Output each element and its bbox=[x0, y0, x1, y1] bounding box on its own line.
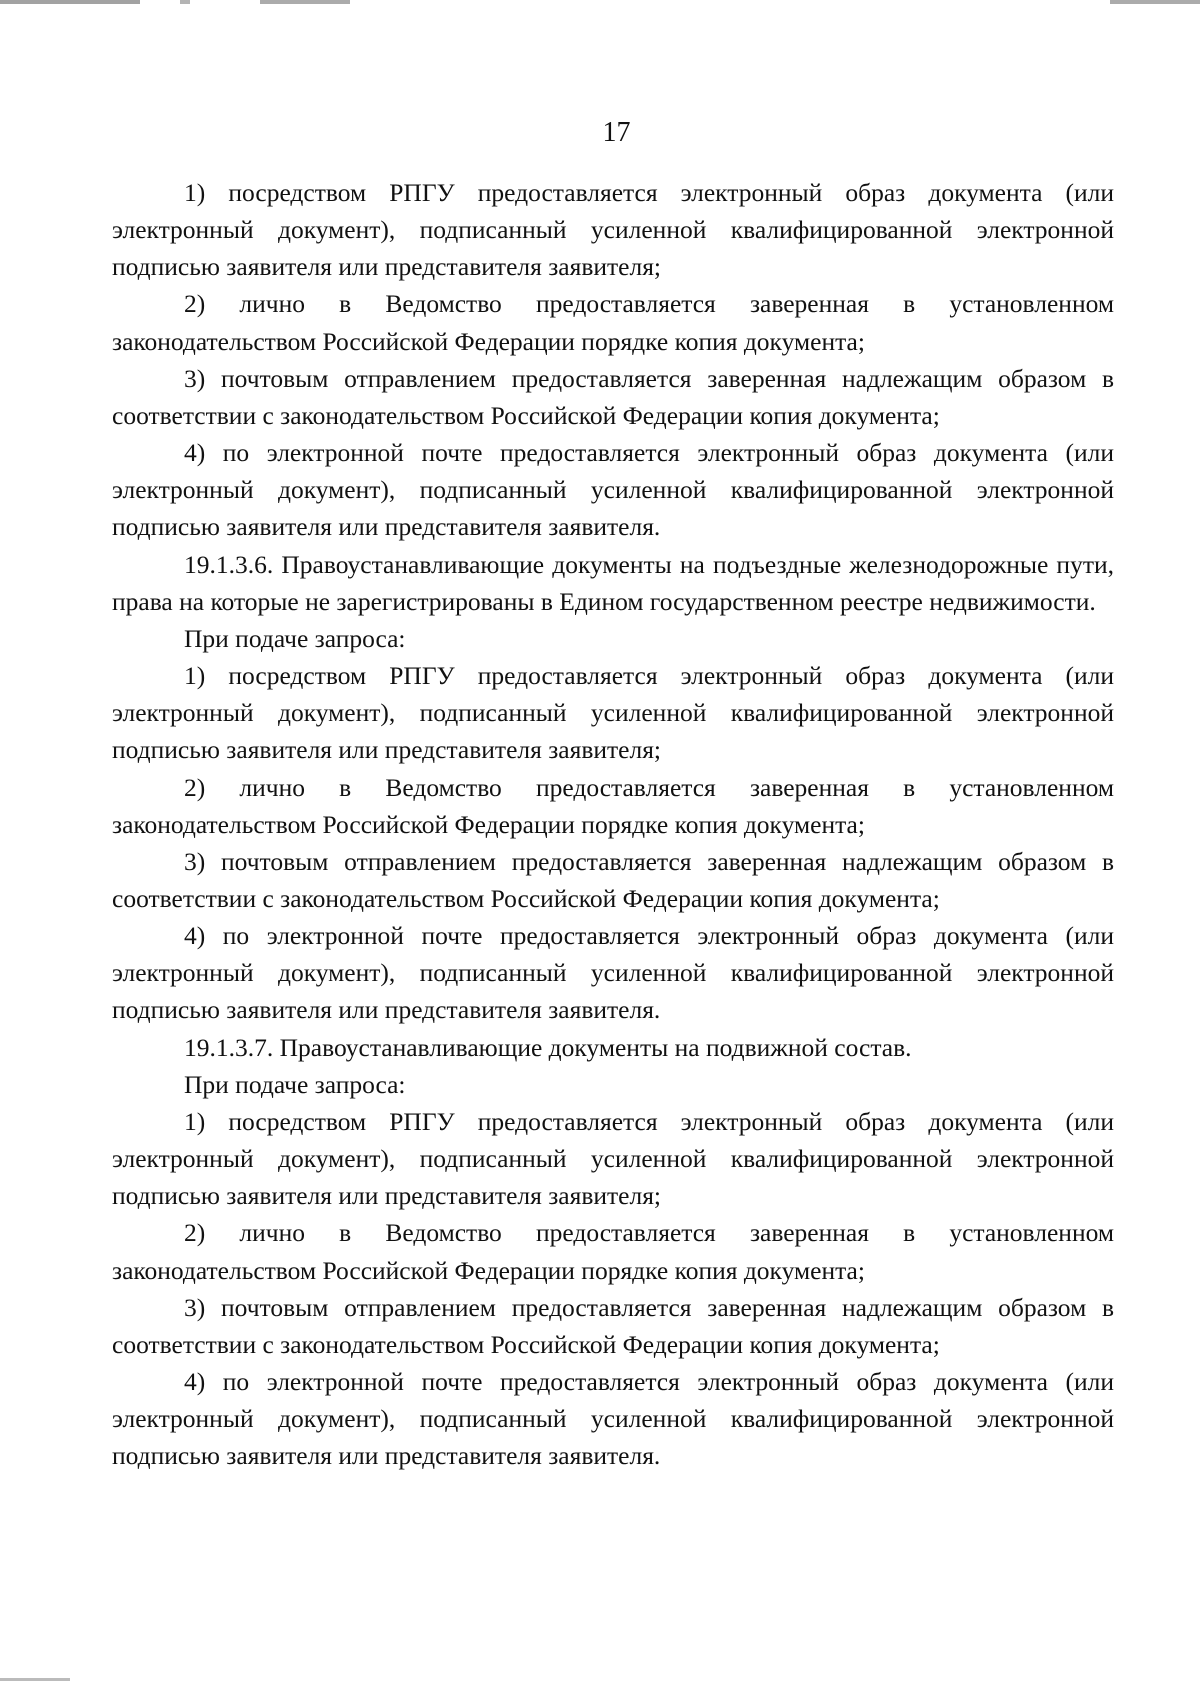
paragraph-15: 3) почтовым отправлением предоставляется заверенная надлежащим образом в соответствии с законодательством Российской Федерации копия документа; bbox=[112, 1292, 1114, 1359]
paragraph-14: 2) лично в Ведомство предоставляется заверенная в установленном законодательством Российской Федерации порядке копия документа; bbox=[112, 1218, 1114, 1285]
paragraph-11: 19.1.3.7. Правоустанавливающие документы на подвижной состав. bbox=[184, 1032, 912, 1062]
paragraph-16: 4) по электронной почте предоставляется электронный образ документа (или электронный документ), подписанный усиленной квалифицированной электронной подписью заявителя или представителя заявителя. bbox=[112, 1367, 1114, 1471]
paragraph-2: 2) лично в Ведомство предоставляется заверенная в установленном законодательством Российской Федерации порядке копия документа; bbox=[112, 289, 1114, 356]
paragraph-6: При подаче запроса: bbox=[184, 623, 406, 653]
paragraph-10: 4) по электронной почте предоставляется электронный образ документа (или электронный документ), подписанный усиленной квалифицированной электронной подписью заявителя или представителя заявителя. bbox=[112, 921, 1114, 1025]
paragraph-4: 4) по электронной почте предоставляется электронный образ документа (или электронный документ), подписанный усиленной квалифицированной электронной подписью заявителя или представителя заявителя. bbox=[112, 438, 1114, 542]
scan-edge-bottom-left bbox=[0, 1678, 70, 1681]
paragraph-9: 3) почтовым отправлением предоставляется заверенная надлежащим образом в соответствии с законодательством Российской Федерации копия документа; bbox=[112, 846, 1114, 913]
paragraph-8: 2) лично в Ведомство предоставляется заверенная в установленном законодательством Российской Федерации порядке копия документа; bbox=[112, 772, 1114, 839]
document-body bbox=[112, 174, 1114, 1474]
paragraph-3: 3) почтовым отправлением предоставляется заверенная надлежащим образом в соответствии с законодательством Российской Федерации копия документа; bbox=[112, 363, 1114, 430]
paragraph-7: 1) посредством РПГУ предоставляется электронный образ документа (или электронный документ), подписанный усиленной квалифицированной электронной подписью заявителя или представителя заявителя; bbox=[112, 661, 1114, 765]
page-number: 17 bbox=[602, 117, 631, 148]
paragraph-12: При подаче запроса: bbox=[184, 1069, 406, 1099]
paragraph-1: 1) посредством РПГУ предоставляется электронный образ документа (или электронный документ), подписанный усиленной квалифицированной электронной подписью заявителя или представителя заявителя; bbox=[112, 178, 1114, 282]
paragraph-5: 19.1.3.6. Правоустанавливающие документы на подъездные железнодорожные пути, права на которые не зарегистрированы в Едином государственном реестре недвижимости. bbox=[112, 549, 1114, 616]
paragraph-13: 1) посредством РПГУ предоставляется электронный образ документа (или электронный документ), подписанный усиленной квалифицированной электронной подписью заявителя или представителя заявителя; bbox=[112, 1106, 1114, 1211]
scan-edge-top bbox=[0, 0, 1200, 4]
